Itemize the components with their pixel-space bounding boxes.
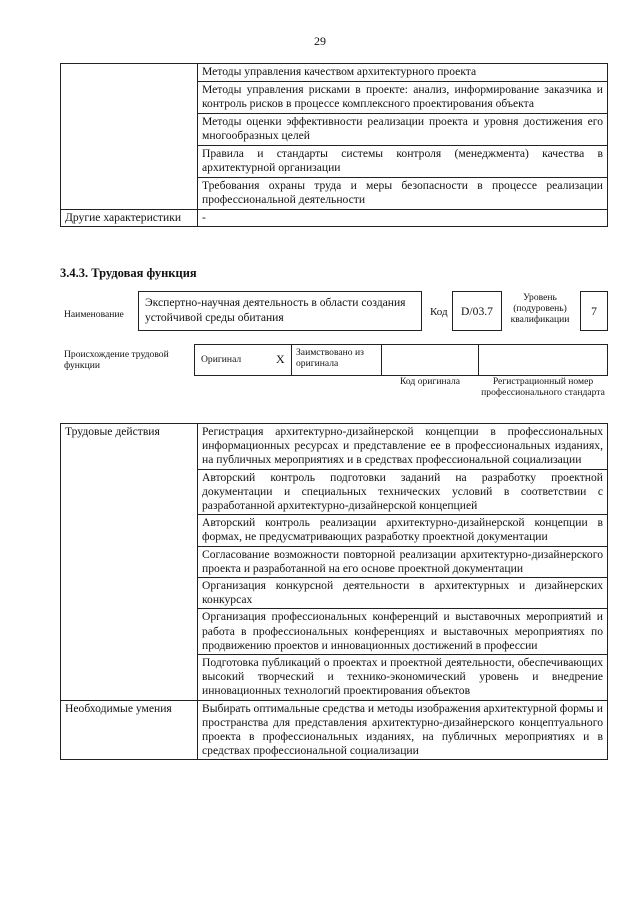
- table-row: [61, 209, 608, 227]
- labor-action-item: Подготовка публикаций о проектах и проектной деятельности, обеспечивающих высокий творческий и технико-экономический уровень и внедрение инновационных технологий проектирования объектов: [198, 655, 608, 701]
- labor-action-item: Регистрация архитектурно-дизайнерской концепции в профессиональных информационных ресурсах и представление ее в профессиональных изданиях, на публичных мероприятиях и в средствах профессиональной социализации: [198, 424, 608, 470]
- name-value: Экспертно-научная деятельность в области создания устойчивой среды обитания: [138, 291, 422, 331]
- table-label-cell: [61, 64, 198, 210]
- origin-divider: [381, 344, 382, 376]
- table-row: [61, 700, 608, 760]
- code-caption: Код оригинала: [399, 376, 461, 387]
- labor-action-item: Согласование возможности повторной реализации архитектурно-дизайнерского проекта и разработанной на его основе проектной документации: [198, 546, 608, 577]
- origin-divider: [478, 344, 479, 376]
- name-label: Наименование: [64, 309, 124, 320]
- level-label: Уровень (подуровень) квалификации: [510, 292, 570, 325]
- origin-label: Происхождение трудовой функции: [64, 349, 169, 371]
- original-mark: X: [276, 352, 285, 366]
- table-cell: Требования охраны труда и меры безопасности в процессе реализации профессиональной деятельности: [198, 177, 608, 209]
- labor-action-item: Организация конкурсной деятельности в архитектурных и дизайнерских конкурсах: [198, 578, 608, 609]
- required-skills-label: Необходимые умения: [61, 700, 198, 760]
- knowledge-table: [60, 63, 608, 227]
- borrowed-label: Заимствовано из оригинала: [296, 347, 364, 369]
- origin-box: [194, 344, 608, 376]
- table-row: [61, 424, 608, 470]
- table-cell: Методы управления качеством архитектурного проекта: [198, 64, 608, 82]
- labor-action-item: Авторский контроль подготовки заданий на разработку проектной документации и специальных технических условий в соответствии с разработанной архитектурно-дизайнерской концепцией: [198, 469, 608, 515]
- code-value: D/03.7: [452, 291, 502, 331]
- labor-action-item: Организация профессиональных конференций и выставочных мероприятий и работа в профессиональных конференциях и выставочных мероприятиях по продвижению проектов и инновационных достижений в профессии: [198, 609, 608, 655]
- labor-action-item: Авторский контроль реализации архитектурно-дизайнерской концепции в формах, не предусматривающих разработку проектной документации: [198, 515, 608, 546]
- page-number: 29: [314, 34, 326, 48]
- table-row: [61, 64, 608, 82]
- origin-divider: [291, 344, 292, 376]
- code-label: Код: [430, 306, 448, 318]
- reg-caption: Регистрационный номер профессионального стандарта: [481, 376, 605, 398]
- other-characteristics-value: -: [198, 209, 608, 227]
- labor-actions-label: Трудовые действия: [61, 424, 198, 701]
- work-function-table: [60, 423, 608, 760]
- required-skill-item: Выбирать оптимальные средства и методы изображения архитектурной формы и пространства для представления архитектурно-дизайнерского концептуального проекта в профессиональных изданиях, на публичных мероприятиях и в средствах профессиональной социализации: [198, 700, 608, 760]
- original-label: Оригинал: [201, 354, 242, 365]
- table-cell: Методы оценки эффективности реализации проекта и уровня достижения его многообразных целей: [198, 113, 608, 145]
- table-cell: Правила и стандарты системы контроля (менеджмента) качества в архитектурной организации: [198, 145, 608, 177]
- section-heading: 3.4.3. Трудовая функция: [60, 266, 197, 280]
- table-cell: Методы управления рисками в проекте: анализ, информирование заказчика и контроль рисков в процессе комплексного проектирования объекта: [198, 81, 608, 113]
- other-characteristics-label: Другие характеристики: [61, 209, 198, 227]
- level-value: 7: [580, 291, 608, 331]
